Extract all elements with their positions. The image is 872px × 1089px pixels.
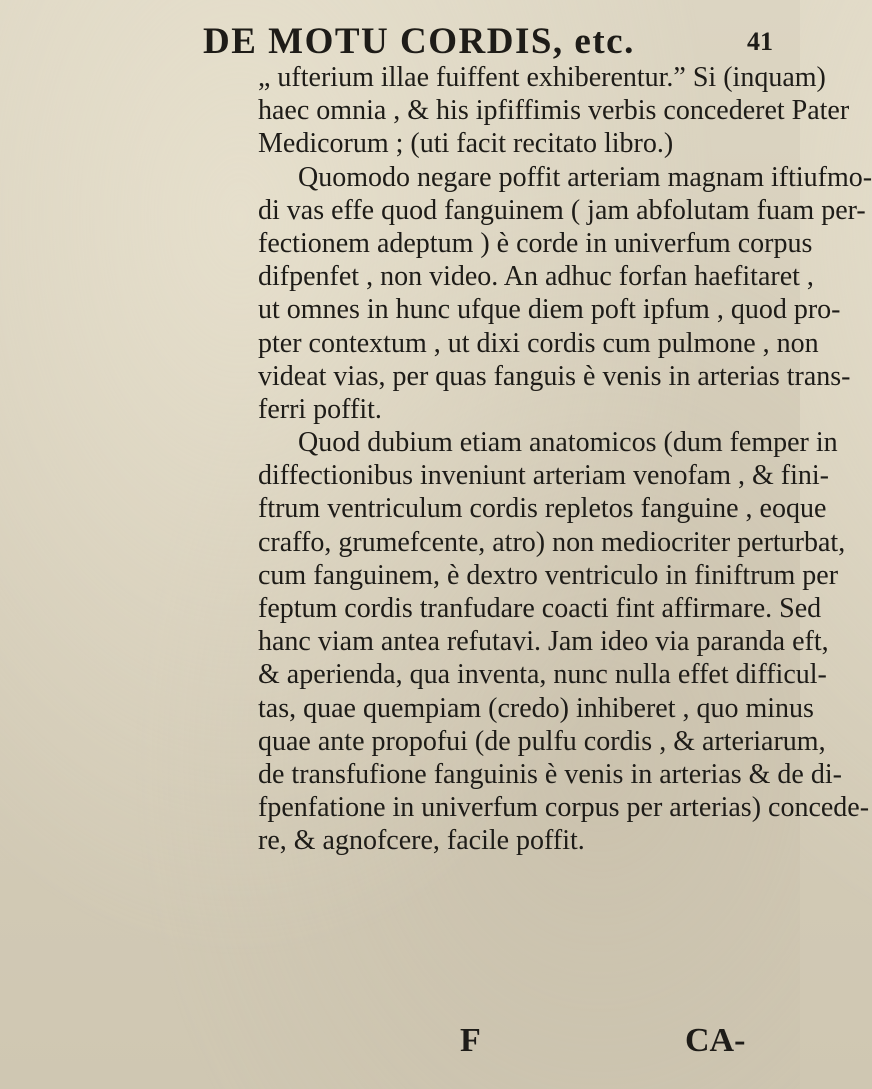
- text-line: hanc viam antea refutavi. Jam ideo via paranda eft,: [258, 626, 829, 658]
- running-title: DE MOTU CORDIS, etc.: [203, 21, 635, 62]
- text-line: ferri poffit.: [258, 393, 382, 425]
- text-line: diffectionibus inveniunt arteriam venofam , & fini-: [258, 460, 829, 492]
- text-line: quae ante propofui (de pulfu cordis , & arteriarum,: [258, 725, 826, 757]
- body-text: [258, 61, 872, 858]
- paragraph-start-line: Quod dubium etiam anatomicos (dum femper in: [298, 427, 838, 459]
- text-line: & aperienda, qua inventa, nunc nulla effet difficul-: [258, 659, 827, 691]
- text-line: feptum cordis tranfudare coacti fint affirmare. Sed: [258, 593, 822, 624]
- catchword: CA-: [685, 1022, 746, 1059]
- text-line: tas, quae quempiam (credo) inhiberet , quo minus: [258, 692, 814, 724]
- text-line: re, & agnofcere, facile poffit.: [258, 825, 585, 857]
- signature-mark: F: [460, 1022, 481, 1059]
- text-line: Medicorum ; (uti facit recitato libro.): [258, 128, 674, 160]
- text-line: cum fanguinem, è dextro ventriculo in finiftrum per: [258, 559, 839, 591]
- text-line: videat vias, per quas fanguis è venis in arterias trans-: [258, 360, 851, 392]
- text-line: craffo, grumefcente, atro) non mediocriter perturbat,: [258, 526, 846, 558]
- text-line: difpenfet , non video. An adhuc forfan haefitaret ,: [258, 261, 814, 293]
- text-line: ut omnes in hunc ufque diem poft ipfum , quod pro-: [258, 294, 841, 326]
- text-line: ftrum ventriculum cordis repletos fanguine , eoque: [258, 493, 827, 525]
- text-line: haec omnia , & his ipfiffimis verbis concederet Pater: [258, 95, 850, 127]
- text-line: di vas effe quod fanguinem ( jam abfolutam fuam per-: [258, 194, 866, 226]
- paragraph-start-line: Quomodo negare poffit arteriam magnam iftiufmo-: [298, 161, 872, 193]
- text-line: pter contextum , ut dixi cordis cum pulmone , non: [258, 327, 819, 359]
- text-line: de transfufione fanguinis è venis in arterias & de di-: [258, 758, 842, 790]
- text-line: „ ufterium illae fuiffent exhiberentur.” Si (inquam): [258, 62, 826, 93]
- text-line: fectionem adeptum ) è corde in univerfum corpus: [258, 227, 813, 259]
- text-line: fpenfatione in univerfum corpus per arterias) concede-: [258, 792, 870, 824]
- page-number: 41: [747, 27, 773, 56]
- page-header: [203, 18, 783, 64]
